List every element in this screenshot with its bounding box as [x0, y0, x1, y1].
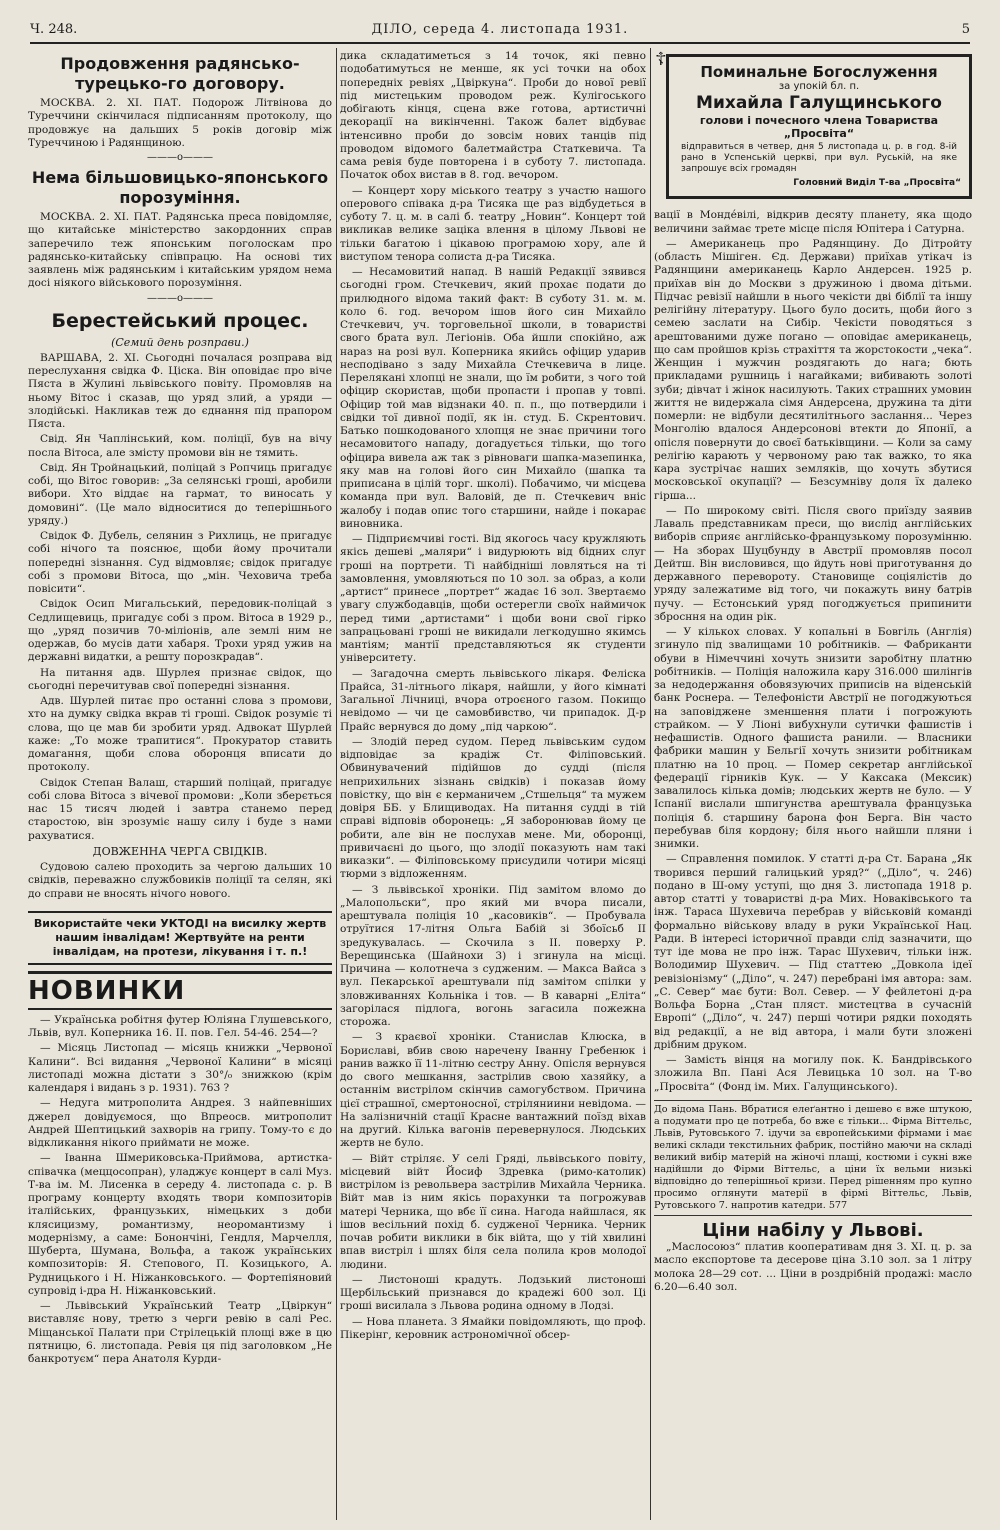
news-item: дика складатиметься з 14 точок, які певно подобатимуться не менше, як усі точки на обох попередніх ревіях „Цвіркуна“. Проби до нової ревії під мистецьким проводом реж. Кулігоського добігають кінця, сцена вже готова, артистичні декорації на викінченні. Також балет відбуває інтенсивно проби до зовсім нових танців під проводом відомого балетмайстра Статкевича. Та сама ревія буде повторена і в суботу 7. листопада. Початок обох вистав в 8. год. вечором. — [340, 50, 646, 182]
article-text: Свід. Ян Чаплінський, ком. поліції, був на вічу посла Вітоса, але змісту промови він не тямить. — [28, 433, 332, 459]
prices-text: „Маслосоюз“ платив кооперативам дня 3. XI. ц. р. за масло експортове та десерове ціна 3.10 зол. за 1 літру молока 28—29 сот. ... Ціни в роздрібній продажі: масло 6.20—6.40 зол. — [654, 1241, 972, 1293]
article-text: Свідок Ф. Дубель, селянин з Рихлиць, не пригадує собі нічого та пояснює, щоби йому прочитали попередні зізнання. Суд відмовляє; свідок пригадує собі з промови Вітоса, що „мін. Чеховича треба повісити“. — [28, 530, 332, 595]
article-text: Адв. Шурлей питає про останні слова з промови, хто на думку свідка вкрав ті гроші. Свідок розуміє ті слова, що це мав би зробити уряд. Адвокат Шурлей каже: „То може трапитися“. Прокуратор ставить домагання, щоби слова оборонця вписати до протоколу. — [28, 695, 332, 774]
news-item: — З львівської хроніки. Під замітом вломо до „Малопольски“, про який ми вчора писали, арештувала поліція 10 „касовиків“. — Пробувала отруїтися 17-літня Ольга Бабій зі Збоїсьб II зредукувалась. — Скочила з II. поверху Р. Верещинська (Шайнохи 3) і згинула на місці. Причина — колотнеча з судженим. — Макса Вайса з вул. Пекарської арештували під замітом спілки у зловживаннях Кольніка і тов. — В каварні „Еліта“ загорілася підлога, вогонь загасила пожежна сторожа. — [340, 883, 646, 1028]
news-section-header: НОВИНКИ — [28, 971, 332, 1010]
news-item: — Несамовитий напад. В нашій Редакції зявився сьогодні гром. Стечкевич, який прохає подати до прилюдного відома такий факт: В суботу 31. м. м. коло 6. год. вечором ішов його син Михайло Стечкевич, уч. торговельної школи, в товаристві свого брата вул. Легіонів. Оба йшли спокійно, аж нараз на розі вул. Коперника якийсь офіцир ударив несподівано з заду Михайла Стечкевича в лице. Перелякані хлопці не знали, що їм робити, з чого той офіцир скористав, щоби пропасти і пропав у товпі. Офіцир той мав відзнаки 40. п. п., що потвердили і свідки тої дивної події, як ін. студ. Б. Скрентович. Батько пошкодованого хлопця не знає причини того несамовитого нападу, догадується тільки, що того офіцира вивела аж так з рівноваги шапка-мазепинка, яку мав на голові його син Михайло (шапка та приписана в цілій торг. школі). Побачимо, чи місцева команда при вул. Валовій, де п. Стечкевич вніс жалобу і подав опис того старшини, найде і покарає виновника. — [340, 266, 646, 530]
advertisement: До відома Пань. Вбратися елеґантно і дешево є вже штукою, а подумати про це потреба, бо вже є тільки... Фірма Віттельс, Львів, Рутовського 7. ідучи за європейськими фірмами і має великі склади текстильних фабрик, постійно маючи на складі великий вибір матерій на жіночі плащі, костюми і сукні вже надійшли до Фірми Віттельс, а ціни їх вельми низькі відповідно до теперішньої кризи. Перед рішенням про купно просимо оглянути матерії в фірмі Віттельс, Львів, Рутовського 7. напротив катедри. 577 — [654, 1100, 972, 1216]
article-text: Судовою салею проходить за чергою дальших 10 свідків, переважно службовиків поліції та селян, які до справи не вносять нічого нового. — [28, 861, 332, 900]
separator: ———o——— — [146, 152, 214, 163]
news-item: — Недуга митрополита Андрея. З найпевніших джерел довідуємося, що Впреосв. митрополит Андрей Шептицький захворів на грипу. Тому-то є до відкликання нікого приймати не може. — [28, 1097, 332, 1149]
news-item: — Злодій перед судом. Перед львівським судом відповідає за крадіж Ст. Філіповський. Обвинувачений підійшов до судді (після неприхильних зізнань свідків) і показав йому повістку, що він є керманичем „Стшельця“ та мужем довіря ББ. у Блищиводах. На питання судді в тій справі відповів оборонець: „Я заборонював йому це робити, але він не послухав мене. Ми, оборонці, привичаєні до цього, що злодії показують нам такі виказки“. — Філіповському присудили чотири місяці тюрми з відложенням. — [340, 735, 646, 881]
column-rule — [650, 48, 651, 1520]
issue-number: Ч. 248. — [30, 22, 78, 37]
newspaper-title-date: ДІЛО, середа 4. листопада 1931. — [371, 22, 629, 37]
memorial-title: Поминальне Богослуження — [700, 63, 938, 81]
memorial-name: Михайла Галущинського — [696, 93, 942, 113]
article-text: МОСКВА. 2. XI. ПАТ. Радянська преса повідомляє, що китайське міністерство закордонних справ заперечило теж японським поголоскам про радянсько-китайську співпрацю. На основі тих заявлень між радянським і китайським урядом нема досі ніякого військового порозуміння. — [28, 211, 332, 290]
column-rule — [336, 48, 337, 1520]
article-text: Свід. Ян Тройнацький, поліцай з Ропчиць пригадує собі, що Вітос говорив: „За селянські гроші, аробили вибори. Хто віддає на гармат, то виносать у домовині“. (Це мало відноситися до теперішнього уряду.) — [28, 461, 332, 527]
article-title: Нема більшовицько-японського порозуміння. — [31, 168, 329, 207]
memorial-subtitle: за упокій бл. п. — [778, 81, 860, 92]
news-item: — Листоноші крадуть. Лодзький листоноші Щербільський признався до крадежі 600 зол. Ці гроші висилала з Львова родина одному в Лодзі. — [340, 1273, 646, 1313]
article-text: МОСКВА. 2. XI. ПАТ. Подорож Літвінова до Туреччини скінчилася підписанням протоколу, що продовжує на дальших 5 років договір між Туреччиною і Радянщиною. — [28, 97, 332, 149]
article-title: Берестейський процес. — [51, 309, 309, 332]
news-item: — Загадочна смерть львівського лікаря. Феліска Прайса, 31-літнього лікаря, найшли, у його кімнаті Загальної Лічниці, вчора отроєного газом. Покищо невідомо — чи це самовбивство, чи припадок. Д-р Прайс вернувся до дому „під чаркою“. — [340, 667, 646, 733]
article-text: Свідок Степан Валаш, старший поліцай, пригадує собі слова Вітоса з вічевої промови: „Коли зберється нас 15 тисяч людей і завтра станемо перед старостою, він зрозуміє нашу силу і буде з нами рахуватися. — [28, 776, 332, 842]
masthead — [30, 18, 970, 44]
news-item: — У кількох словах. У копальні в Бовгіль (Англія) згинуло під звалищами 10 робітників. — Фабриканти обуви в Німеччині хочуть знизити заробітну платню робітників. — Поліція наложила кару 316.000 шилінгів за недодержання обовязуючих приписів на віденській банк Роснера. — Телефоністи Австрії не погоджуються на заповіджене зменшення плати і погрожують страйком. — У Ліоні вибухнули сутички фашистів і нефашистів. Одного фашиста ранили. — Власники фабрики машин у Бельгії хочуть знизити робітникам платню на 10 проц. — Помер секретар англійської федерації гірників Кук. — У Каксака (Мексик) завалилось кілька домів; людських жертв не було. — У Іспанії вислали шпигунства арештувала французька поліція б. старшину барона фон Берга. Він часто перебував біля кордону; біля нього найшли пляни і знимки. — [654, 626, 972, 850]
memorial-role: голови і почесного члена Товариства „Просвіта“ — [699, 114, 939, 140]
separator: ———o——— — [146, 292, 214, 304]
page-number: 5 — [961, 22, 970, 37]
memorial-text: відправиться в четвер, дня 5 листопада ц. р. в год. 8-ій рано в Успенській церкві, при вул. Руській, на яке запрошує всіх громадян — [681, 142, 957, 174]
news-item: — Війт стріляє. У селі Гряді, львівського повіту, місцевий війт Йосиф Здревка (римо-католик) вистрілом із револьвера застрілив Михайла Черника. Війт мав із ним якісь порахунки та погрожував матері Черника, що вбє її сина. Нагода найшлася, як ішов весільний похід б. судженої Черника. Черник почав робити виклики в бік війта, що у тій хвилині впав вистріл і шлях біля села полила кров молодої людини. — [340, 1152, 646, 1271]
article-text: На питання адв. Шурлея признає свідок, що сьогодні перечитував свої попередні зізнання. — [28, 666, 332, 692]
column-3 — [654, 50, 972, 1520]
column-2 — [340, 50, 646, 1520]
news-item: — Іванна Шмериковська-Приймова, артистка-співачка (меццосопран), уладжує концерт в салі Муз. Т-ва ім. М. Лисенка в середу 4. листопада с. р. В програму концерту входять твори композиторів італійських, французьких, німецьких з доби клясицизму, романтизму, неоромантизму і модернізму, а саме: Бонончіні, Гендля, Марчелля, Шуберта, Шумана, Вольфа, а також українських композиторів: Я. Степового, П. Козицького, А. Рудницького і Н. Ніжанковського. — Фортепіяновий супровід і-дра Н. Ніжанковський. — [28, 1152, 332, 1297]
column-1 — [28, 50, 332, 1520]
memorial-signature: Головний Виділ Т-ва „Просвіта“ — [793, 178, 961, 188]
news-item: вації в Монде́вілі, відкрив десяту планету, яка щодо величини займає трете місце після Юпітера і Сатурна. — [654, 209, 972, 235]
news-item: — З краєвої хроніки. Станислав Клюска, в Бориславі, вбив свою наречену Іванну Гребенюк і ранив важко її 11-літню сестру Анну. Опісля вернувся до свого мешкання, застрілив свою хазяйку, а останнім вистрілом скінчив самогубством. Причина цієї страшної, смертоносної, стріляниини невідома. — На залізничній стації Красне вантажний поїзд віхав на другий. Кілька вагонів перевернулося. Людських жертв не було. — [340, 1031, 646, 1150]
prices-title: Ціни набілу у Львові. — [702, 1219, 924, 1241]
news-item: — Справлення помилок. У статті д-ра Ст. Барана „Як творився перший галицький уряд?“ („Діло“, ч. 246) подано в Ш-ому уступі, що дня 3. листопада 1918 р. автор статті у товаристві д-ра Мих. Новаківського та інж. Тараса Шухевича перебрав у військовій команді формально військову владу в руки Української Нац. Ради. В інтересі історичної правди слід зазначити, що тут іде мова не про інж. Тарас Шухевич, тільки інж. Володимир Шухевич. — Під статтею „Довкола ідеї ревізіонізму“ („Діло“, ч. 247) перебрані імя автора: зам. „С. Север“ має бути: Вол. Север. — У фейлетоні д-ра Вольфа Борна „Стан пляст. мистецтва в сучасній Европі“ („Діло“, ч. 247) перші чотири рядки походять від редакції, а не від автора, і мали бути зложені дрібним друком. — [654, 853, 972, 1051]
article-subtitle: (Семий день розправи.) — [111, 335, 249, 349]
cross-icon: ☦ — [655, 50, 667, 70]
article-title: Продовження радянсько-турецько-го договору. — [60, 54, 300, 93]
article-text: Свідок Осип Мигальський, передовик-поліцай з Седлищевиць, пригадує собі з пром. Вітоса в 1929 р., що „уряд позичив 70-міліонів, але землі ним не одержав, бо мусів дати хабаря. Трохи уряд ужив на державні видатки, а решту порозкрадав“. — [28, 598, 332, 664]
article-subheading: ДОВЖЕННА ЧЕРГА СВІДКІВ. — [92, 844, 268, 858]
news-item: — Місяць Листопад — місяць книжки „Червоної Калини“. Всі видання „Червоної Калини“ в місяці листопаді можна дістати з 30°/₀ знижкою (крім календаря і видань з р. 1931). 763 ? — [28, 1042, 332, 1094]
news-item: — По широкому світі. Після свого приїзду заявив Лаваль представникам преси, що вислід англійських виборів сприяє англійсько-французькому порозумінню. — На зборах Шуцбунду в Австрії промовляв посол Дейтш. Він висловився, що йдуть нові приготування до державного перевороту. Становище соціялістів до уряду залежатиме від того, чи покажуть вину батрів пучу. — Естонський уряд погоджується припинити збросння на один рік. — [654, 504, 972, 623]
news-item: — Львівський Український Театр „Цвіркун“ виставляє нову, третю з черги ревію в салі Рес. Міщанської Палати при Стрілецькій площі вже в цю пятницю, 6. листопада. Ревія ця під заголовком „Не банкротуєм“ пера Анатоля Курди- — [28, 1300, 332, 1365]
news-item: — Концерт хору міського театру з участю нашого оперового співака д-ра Тисяка ще раз відбудеться в суботу 7. ц. м. в салі б. театру „Новин“. Концерт той викликав велике заціка влення в цілому Львові не тільки багатою і цікавою програмою хору, але й виступом тенора солиста д-ра Тисяка. — [340, 184, 646, 263]
news-item: — Американець про Радянщину. До Дітройту (область Мішіген. Єд. Держави) приїхав утікач із Радянщини американець Карло Андерсен. 1925 р. приїхав він до Москви з дружиною і двома дітьми. Підчас ревізії найшли в нього чекісти дві біблії та іншу релігійну літературу. Цього було досить, щоби його з семею заслати на Сибір. Чекісти поводяться з арештованими дуже погано — оповідає американець, що сам пройшов крізь страхіття та жорстокости „чека“. Женщин і мужчин роздягають до нага; бють прикладами рушниць і нагайками; вибивають золоті зуби; дівчат і жінок насилують. Таких страшних умовин життя не видержала сімя Андерсена, дружина та діти померли: не відбули десятилітнього заслання... Через Монголію вдалося Андерсонові втекти до Японії, а опісля повернути до своєї батьківщини. — Коли за саму релігію карають у червоному раю так важко, то яка кара зустрічає наших земляків, що хочуть збутися московської окупації? — Безсумніву доля їх далеко гірша... — [654, 237, 972, 502]
news-item: — Замість вінця на могилу пок. К. Бандрівського зложила Вп. Пані Ася Левицька 10 зол. на Т-во „Просвіта“ (Фонд ім. Мих. Галущинського). — [654, 1054, 972, 1093]
memorial-notice — [655, 50, 972, 199]
notice-box: Використайте чеки УКТОДІ на висилку жертв нашим інвалідам! Жертвуйте на ренти інвалідам, на протези, лікування і т. п.! — [28, 911, 332, 965]
article-text: ВАРШАВА, 2. XI. Сьогодні почалася розправа від переслухання свідка Ф. Ціска. Він оповідає про віче Пяста в Жулині львівського повіту. Промовляв на ньому Вітос і сказав, що уряд злий, а уряди — злодійські. Накликав теж до єднання під прапором Пяста. — [28, 351, 332, 430]
news-item: — Нова планета. З Ямайки повідомляють, що проф. Пікерінг, керовник астрономічної обсер- — [340, 1315, 646, 1341]
news-item: — Українська робітня футер Юліяна Глушевського, Львів, вул. Коперника 16. II. пов. Гел. 54-46. 254—? — [28, 1013, 332, 1039]
news-item: — Підприємчиві гості. Від якогось часу кружляють якісь дешеві „маляри“ і видурюють від бідних слуг гроші на портрети. Ті найбідніші ловляться на ті замовлення, умовляються по 10 зол. за образ, а коли „артист“ принесе „портрет“ жадає 16 зол. Звертаємо увагу службодавців, щоби остерегли своїх наймичок перед тими „артистами“ і щоби вони свої гірко запрацьовані гроші не викидали легкодушно якимсь мантіям; мантії представляються як студенти університету. — [340, 533, 646, 665]
